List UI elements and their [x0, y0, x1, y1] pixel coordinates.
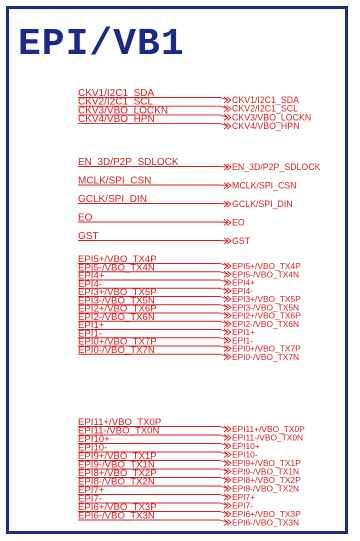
net-label-right: EPI1-	[232, 335, 253, 346]
net-label-right: EPI7+	[232, 492, 256, 502]
net-label-right: EPI4-	[232, 285, 253, 296]
net-label-right: EPI2+/VBO_TX6P	[232, 310, 301, 321]
off-page-connector-icon	[220, 486, 231, 492]
off-page-connector-icon	[220, 296, 231, 302]
net-label-right: EPI7-	[232, 500, 253, 511]
net-label-right: CKV3/VBO_LOCKN	[232, 112, 312, 123]
net-label-right: EPI6+/VBO_TX3P	[232, 509, 301, 519]
off-page-connector-icon	[220, 354, 231, 360]
net-label-right: CKV2/I2C1_SCL	[232, 103, 299, 114]
net-label-left: EPI2+/VBO_TX6P	[78, 303, 157, 315]
net-label-left: GCLK/SPI_DIN	[78, 194, 147, 205]
net-label-left: EPI4+	[78, 270, 105, 282]
net-label-right: EPI8+/VBO_TX2P	[232, 475, 301, 485]
off-page-connector-icon	[220, 452, 231, 458]
net-label-right: EPI9+/VBO_TX1P	[232, 458, 301, 468]
net-label-left: MCLK/SPI_CSN	[78, 175, 152, 187]
net-label-left: CKV2/I2C1_SCL	[78, 96, 154, 108]
net-label-right: EPI6-/VBO_TX3N	[232, 517, 300, 528]
net-label-right: EPI0+/VBO_TX7P	[232, 343, 301, 354]
net-label-right: EPI2-/VBO_TX6N	[232, 318, 300, 329]
net-label-right: MCLK/SPI_CSN	[232, 180, 297, 191]
net-label-right: EPI5-/VBO_TX4N	[232, 269, 300, 280]
net-label-left: EPI10+	[78, 434, 110, 445]
off-page-connector-icon	[220, 520, 231, 526]
net-label-right: EPI5+/VBO_TX4P	[232, 261, 301, 271]
net-label-left: EPI7-	[78, 493, 102, 505]
off-page-connector-icon	[220, 469, 231, 475]
net-label-right: EPI1+	[232, 327, 256, 337]
net-label-right: EO	[232, 217, 245, 228]
off-page-connector-icon	[220, 304, 231, 310]
net-label-right: CKV1/I2C1_SDA	[232, 95, 299, 105]
off-page-connector-icon	[220, 288, 231, 294]
net-label-left: EPI11-/VBO_TX0N	[78, 425, 160, 437]
net-label-left: EPI1+	[78, 320, 105, 331]
net-label-left: EPI3-/VBO_TX5N	[78, 295, 155, 307]
off-page-connector-icon	[220, 503, 231, 509]
net-label-left: EPI1-	[78, 328, 102, 340]
off-page-connector-icon	[220, 313, 231, 319]
net-label-left: EPI8-/VBO_TX2N	[78, 476, 155, 488]
off-page-connector-icon	[220, 443, 231, 449]
net-label-right: EPI11+/VBO_TX0P	[232, 424, 305, 434]
net-label-left: CKV3/VBO_LOCKN	[78, 105, 169, 117]
net-label-left: EPI9-/VBO_TX1N	[78, 459, 155, 471]
off-page-connector-icon	[220, 263, 231, 269]
off-page-connector-icon	[220, 123, 231, 129]
net-label-right: CKV4/VBO_HPN	[232, 121, 300, 132]
net-label-right: EPI4+	[232, 277, 256, 288]
off-page-connector-icon	[220, 477, 231, 483]
net-label-right: EN_3D/P2P_SDLOCK	[232, 162, 321, 172]
net-label-right: EPI0-/VBO_TX7N	[232, 351, 300, 362]
net-label-right: EPI3+/VBO_TX5P	[232, 294, 301, 304]
net-label-left: EPI4-	[78, 278, 102, 290]
off-page-connector-icon	[220, 97, 231, 103]
net-label-right: GCLK/SPI_DIN	[232, 199, 293, 209]
off-page-connector-icon	[220, 511, 231, 517]
off-page-connector-icon	[220, 426, 231, 432]
net-label-left: EPI5-/VBO_TX4N	[78, 262, 155, 274]
net-label-left: EPI0-/VBO_TX7N	[78, 344, 155, 356]
net-label-right: EPI10-	[232, 449, 258, 460]
off-page-connector-icon	[220, 271, 231, 277]
off-page-connector-icon	[220, 460, 231, 466]
net-label-left: CKV1/I2C1_SDA	[78, 88, 155, 99]
off-page-connector-icon	[220, 280, 231, 286]
off-page-connector-icon	[220, 435, 231, 441]
net-label-left: EPI8+/VBO_TX2P	[78, 468, 157, 479]
net-label-left: EPI3+/VBO_TX5P	[78, 287, 157, 298]
off-page-connector-icon	[220, 201, 231, 207]
net-label-left: EPI5+/VBO_TX4P	[78, 254, 157, 265]
net-label-right: EPI11-/VBO_TX0N	[232, 432, 304, 443]
off-page-connector-icon	[220, 346, 231, 352]
net-label-left: EPI2-/VBO_TX6N	[78, 311, 155, 323]
off-page-connector-icon	[220, 494, 231, 500]
net-label-right: EPI10+	[232, 441, 260, 451]
off-page-connector-icon	[220, 337, 231, 343]
off-page-connector-icon	[220, 106, 231, 112]
off-page-connector-icon	[220, 329, 231, 335]
net-label-left: CKV4/VBO_HPN	[78, 114, 155, 126]
net-label-right: EPI9-/VBO_TX1N	[232, 466, 300, 477]
net-label-left: EPI0+/VBO_TX7P	[78, 336, 157, 348]
net-label-left: EO	[78, 212, 93, 224]
net-label-left: EPI10-	[78, 442, 108, 454]
net-label-left: EPI7+	[78, 485, 105, 496]
off-page-connector-icon	[220, 183, 231, 189]
off-page-connector-icon	[220, 321, 231, 327]
off-page-connector-icon	[220, 220, 231, 226]
off-page-connector-icon	[220, 164, 231, 170]
off-page-connector-icon	[220, 238, 231, 244]
net-label-left: EPI9+/VBO_TX1P	[78, 451, 157, 462]
off-page-connector-icon	[220, 114, 231, 120]
net-label-right: GST	[232, 236, 251, 246]
net-label-left: EPI6+/VBO_TX3P	[78, 502, 157, 513]
net-label-left: EPI11+/VBO_TX0P	[78, 417, 162, 428]
net-label-left: EPI6-/VBO_TX3N	[78, 510, 155, 522]
net-label-right: EPI8-/VBO_TX2N	[232, 483, 300, 494]
net-label-left: GST	[78, 231, 99, 242]
net-label-left: EN_3D/P2P_SDLOCK	[78, 157, 179, 168]
page-title: EPI/VB1	[18, 23, 185, 66]
net-label-right: EPI3-/VBO_TX5N	[232, 302, 300, 313]
